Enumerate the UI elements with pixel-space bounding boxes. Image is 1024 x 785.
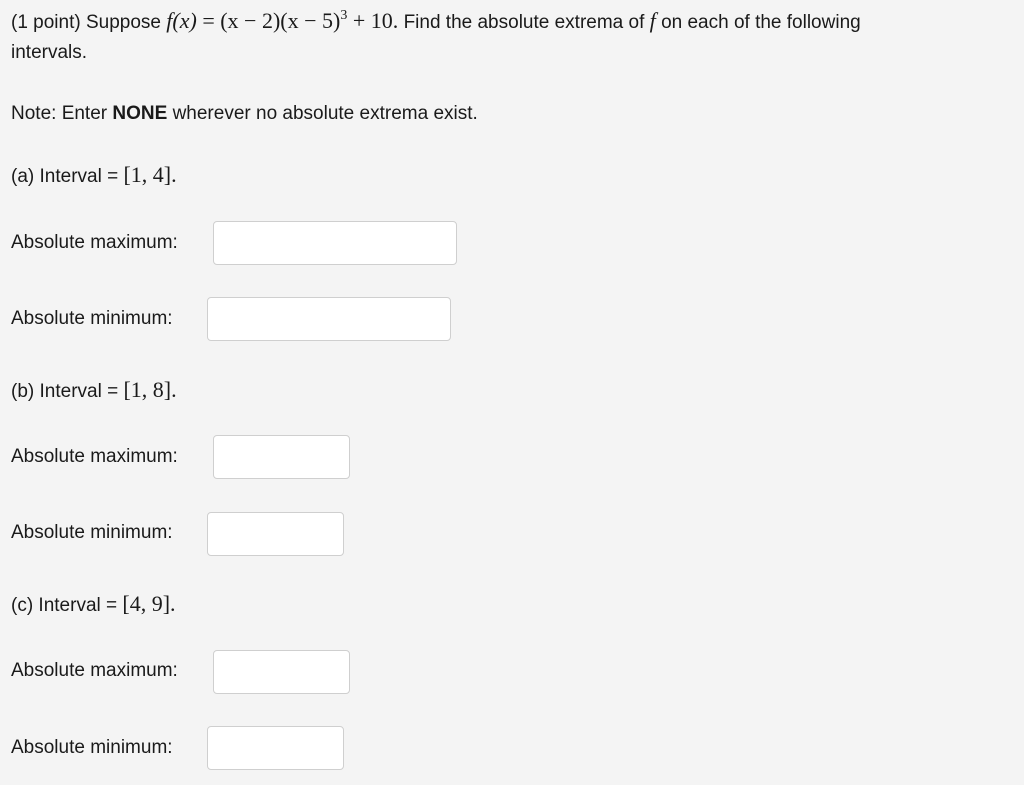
part-b-interval-value: [1, 8].: [123, 377, 177, 402]
f-symbol: f: [649, 8, 656, 33]
part-c-interval: [11, 591, 176, 617]
note-keyword: NONE: [112, 103, 168, 124]
suppose-text: Suppose: [85, 12, 161, 33]
note: [11, 103, 478, 125]
part-c-min-input[interactable]: [207, 726, 344, 770]
function-definition: $f(x) = (x - 2)(x - 5)^3 + 10$.: [166, 8, 399, 33]
note-prefix: Note: Enter: [11, 103, 108, 124]
part-a-interval-value: [1, 4].: [123, 162, 177, 187]
find-text: Find the absolute extrema of: [403, 12, 645, 33]
tail-text: on each of the following: [661, 12, 861, 33]
points-label: (1 point): [11, 12, 81, 33]
part-b-label: (b) Interval =: [11, 381, 119, 402]
part-b-min-label: Absolute minimum:: [11, 522, 173, 543]
part-a-min-label: Absolute minimum:: [11, 308, 173, 329]
part-c-label: (c) Interval =: [11, 595, 118, 616]
constant-term: + 10.: [352, 8, 399, 33]
part-b-max-label: Absolute maximum:: [11, 446, 178, 467]
part-b-interval: [11, 377, 177, 403]
part-b-min-input[interactable]: [207, 512, 344, 556]
part-c-max-input[interactable]: [213, 650, 350, 694]
part-c-max-label: Absolute maximum:: [11, 660, 178, 681]
part-a-min-input[interactable]: [207, 297, 451, 341]
function-rhs: (x − 2)(x − 5): [220, 8, 341, 33]
part-a-label: (a) Interval =: [11, 166, 119, 187]
problem-statement-line-1: [11, 8, 861, 34]
function-lhs: f(x): [166, 8, 197, 33]
part-c-min-label: Absolute minimum:: [11, 737, 173, 758]
part-a-max-input[interactable]: [213, 221, 457, 265]
problem-statement-line-2: intervals.: [11, 42, 88, 63]
exponent: 3: [340, 8, 348, 23]
part-a-interval: [11, 162, 177, 188]
part-b-max-input[interactable]: [213, 435, 350, 479]
part-c-interval-value: [4, 9].: [122, 591, 176, 616]
part-a-max-label: Absolute maximum:: [11, 232, 178, 253]
note-suffix: wherever no absolute extrema exist.: [172, 103, 478, 124]
